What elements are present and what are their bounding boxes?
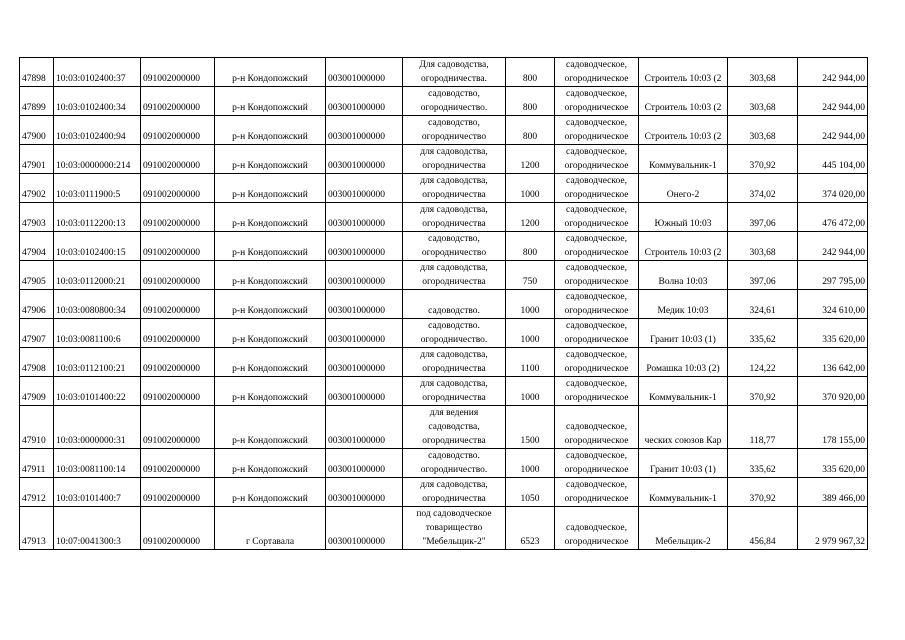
oktmo-code: 091002000000 <box>141 377 215 406</box>
land-category-line: огородническое <box>564 277 629 287</box>
permitted-use-line: огородничества <box>422 190 486 200</box>
table-row <box>20 377 868 406</box>
cadastral-value: 445 104,00 <box>798 145 868 174</box>
land-category-line: огородническое <box>564 393 629 403</box>
table-row <box>20 232 868 261</box>
permitted-use-line: под садоводческое <box>416 509 492 519</box>
land-category-line: огородническое <box>564 103 629 113</box>
snt-name: ческих союзов Кар <box>639 406 728 449</box>
permitted-use-line: садоводство. <box>428 321 480 331</box>
unit-price: 303,68 <box>728 116 798 145</box>
area-value: 1200 <box>506 145 555 174</box>
permitted-use <box>403 377 506 406</box>
snt-name: Мебельщик-2 <box>639 507 728 550</box>
snt-name: Волна 10:03 <box>639 261 728 290</box>
table-body <box>20 58 868 550</box>
permitted-use <box>403 174 506 203</box>
location: р-н Кондопожский <box>215 174 326 203</box>
row-number: 47901 <box>20 145 54 174</box>
permitted-use <box>403 145 506 174</box>
snt-name: Онего-2 <box>639 174 728 203</box>
permitted-use <box>403 58 506 87</box>
table-row <box>20 261 868 290</box>
unit-price: 303,68 <box>728 58 798 87</box>
unit-price: 335,62 <box>728 449 798 478</box>
table-row <box>20 145 868 174</box>
cadastral-value: 297 795,00 <box>798 261 868 290</box>
cadastral-value: 389 466,00 <box>798 478 868 507</box>
location: р-н Кондопожский <box>215 478 326 507</box>
land-category <box>555 145 639 174</box>
area-value: 1000 <box>506 319 555 348</box>
land-category-line: огородническое <box>564 335 629 345</box>
land-category-line: огородническое <box>564 364 629 374</box>
table-row <box>20 478 868 507</box>
area-value: 1200 <box>506 203 555 232</box>
land-category-line: садоводческое, <box>566 523 627 533</box>
category-code: 003001000000 <box>326 174 403 203</box>
area-value: 1000 <box>506 377 555 406</box>
snt-name: Строитель 10:03 (2 <box>639 116 728 145</box>
unit-price: 397,06 <box>728 203 798 232</box>
area-value: 800 <box>506 87 555 116</box>
land-category-line: огородническое <box>564 248 629 258</box>
location: р-н Кондопожский <box>215 58 326 87</box>
cadastral-number: 10:03:0000000:214 <box>54 145 141 174</box>
row-number: 47904 <box>20 232 54 261</box>
land-category-line: огородническое <box>564 436 629 446</box>
permitted-use-line: садоводство, <box>428 234 480 244</box>
unit-price: 370,92 <box>728 377 798 406</box>
unit-price: 397,06 <box>728 261 798 290</box>
cadastral-number: 10:03:0111900:5 <box>54 174 141 203</box>
table-row <box>20 449 868 478</box>
permitted-use-line: для садоводства, <box>420 350 488 360</box>
oktmo-code: 091002000000 <box>141 87 215 116</box>
land-category <box>555 319 639 348</box>
permitted-use <box>403 319 506 348</box>
snt-name: Ромашка 10:03 (2) <box>639 348 728 377</box>
permitted-use-line: огородничества. <box>421 74 487 84</box>
table-row <box>20 348 868 377</box>
land-category <box>555 232 639 261</box>
table-row <box>20 116 868 145</box>
land-category-line: огородническое <box>564 494 629 504</box>
land-category-line: садоводческое, <box>566 292 627 302</box>
land-category-line: садоводческое, <box>566 60 627 70</box>
snt-name: Строитель 10:03 (2 <box>639 232 728 261</box>
cadastral-number: 10:03:0112000:21 <box>54 261 141 290</box>
row-number: 47911 <box>20 449 54 478</box>
cadastral-value: 242 944,00 <box>798 58 868 87</box>
category-code: 003001000000 <box>326 406 403 449</box>
permitted-use-line: огородничества <box>422 277 486 287</box>
cadastral-number: 10:03:0000000:31 <box>54 406 141 449</box>
permitted-use-line: для садоводства, <box>420 205 488 215</box>
cadastral-number: 10:03:0101400:7 <box>54 478 141 507</box>
cadastral-number: 10:07:0041300:3 <box>54 507 141 550</box>
cadastral-value: 242 944,00 <box>798 116 868 145</box>
permitted-use-line: огородничество. <box>420 335 488 345</box>
unit-price: 303,68 <box>728 87 798 116</box>
permitted-use-line: огородничества <box>422 494 486 504</box>
permitted-use <box>403 507 506 550</box>
unit-price: 456,84 <box>728 507 798 550</box>
permitted-use-line: огородничества <box>422 393 486 403</box>
row-number: 47910 <box>20 406 54 449</box>
permitted-use-line: огородничество. <box>420 103 488 113</box>
location: р-н Кондопожский <box>215 232 326 261</box>
cadastral-value: 324 610,00 <box>798 290 868 319</box>
permitted-use <box>403 87 506 116</box>
land-category <box>555 261 639 290</box>
land-category <box>555 507 639 550</box>
cadastral-number: 10:03:0101400:22 <box>54 377 141 406</box>
cadastral-number: 10:03:0102400:34 <box>54 87 141 116</box>
snt-name: Строитель 10:03 (2 <box>639 58 728 87</box>
cadastral-value: 242 944,00 <box>798 87 868 116</box>
cadastral-value: 476 472,00 <box>798 203 868 232</box>
cadastral-number: 10:03:0081100:6 <box>54 319 141 348</box>
land-category-line: садоводческое, <box>566 234 627 244</box>
oktmo-code: 091002000000 <box>141 203 215 232</box>
cadastral-number: 10:03:0080800:34 <box>54 290 141 319</box>
permitted-use-line: огородничества <box>422 161 486 171</box>
table-row <box>20 507 868 550</box>
unit-price: 335,62 <box>728 319 798 348</box>
snt-name: Коммувальник-1 <box>639 478 728 507</box>
permitted-use-line: огородничество <box>421 248 487 258</box>
land-category-line: садоводческое, <box>566 451 627 461</box>
category-code: 003001000000 <box>326 507 403 550</box>
oktmo-code: 091002000000 <box>141 406 215 449</box>
land-category-line: садоводческое, <box>566 321 627 331</box>
location: р-н Кондопожский <box>215 145 326 174</box>
area-value: 800 <box>506 116 555 145</box>
location: р-н Кондопожский <box>215 449 326 478</box>
snt-name: Медик 10:03 <box>639 290 728 319</box>
category-code: 003001000000 <box>326 203 403 232</box>
permitted-use <box>403 232 506 261</box>
land-category <box>555 406 639 449</box>
oktmo-code: 091002000000 <box>141 290 215 319</box>
location: р-н Кондопожский <box>215 406 326 449</box>
row-number: 47905 <box>20 261 54 290</box>
permitted-use <box>403 406 506 449</box>
category-code: 003001000000 <box>326 261 403 290</box>
land-category-line: садоводческое, <box>566 89 627 99</box>
permitted-use-line: товарищество <box>425 523 483 533</box>
unit-price: 370,92 <box>728 145 798 174</box>
unit-price: 124,22 <box>728 348 798 377</box>
land-category-line: огородническое <box>564 190 629 200</box>
cadastral-value: 2 979 967,32 <box>798 507 868 550</box>
category-code: 003001000000 <box>326 449 403 478</box>
category-code: 003001000000 <box>326 377 403 406</box>
cadastral-register-table <box>19 57 868 550</box>
location: р-н Кондопожский <box>215 203 326 232</box>
land-category <box>555 478 639 507</box>
location: р-н Кондопожский <box>215 348 326 377</box>
category-code: 003001000000 <box>326 290 403 319</box>
permitted-use-line: огородничества <box>422 364 486 374</box>
oktmo-code: 091002000000 <box>141 145 215 174</box>
land-category-line: садоводческое, <box>566 480 627 490</box>
permitted-use <box>403 116 506 145</box>
land-category-line: садоводческое, <box>566 118 627 128</box>
land-category-line: садоводческое, <box>566 263 627 273</box>
permitted-use-line: огородничества <box>422 219 486 229</box>
location: р-н Кондопожский <box>215 377 326 406</box>
land-category <box>555 377 639 406</box>
cadastral-number: 10:03:0102400:94 <box>54 116 141 145</box>
land-category <box>555 116 639 145</box>
row-number: 47912 <box>20 478 54 507</box>
category-code: 003001000000 <box>326 232 403 261</box>
permitted-use-line: садоводство, <box>428 89 480 99</box>
row-number: 47903 <box>20 203 54 232</box>
snt-name: Гранит 10:03 (1) <box>639 319 728 348</box>
land-category-line: огородническое <box>564 161 629 171</box>
cadastral-number: 10:03:0102400:37 <box>54 58 141 87</box>
permitted-use-line: садоводство, <box>428 118 480 128</box>
oktmo-code: 091002000000 <box>141 449 215 478</box>
location: р-н Кондопожский <box>215 290 326 319</box>
permitted-use <box>403 478 506 507</box>
table-row <box>20 203 868 232</box>
permitted-use-line: для садоводства, <box>420 263 488 273</box>
cadastral-value: 370 920,00 <box>798 377 868 406</box>
permitted-use-line: для садоводства, <box>420 379 488 389</box>
land-category-line: садоводческое, <box>566 147 627 157</box>
permitted-use-line: для садоводства, <box>420 147 488 157</box>
permitted-use-line: садоводство. <box>428 306 480 316</box>
category-code: 003001000000 <box>326 58 403 87</box>
oktmo-code: 091002000000 <box>141 58 215 87</box>
oktmo-code: 091002000000 <box>141 348 215 377</box>
oktmo-code: 091002000000 <box>141 261 215 290</box>
permitted-use-line: Для садоводства, <box>419 60 489 70</box>
cadastral-value: 335 620,00 <box>798 449 868 478</box>
cadastral-value: 242 944,00 <box>798 232 868 261</box>
category-code: 003001000000 <box>326 87 403 116</box>
land-category <box>555 174 639 203</box>
area-value: 1000 <box>506 449 555 478</box>
category-code: 003001000000 <box>326 478 403 507</box>
oktmo-code: 091002000000 <box>141 319 215 348</box>
land-category-line: садоводческое, <box>566 350 627 360</box>
location: р-н Кондопожский <box>215 87 326 116</box>
permitted-use <box>403 449 506 478</box>
land-category-line: огородническое <box>564 465 629 475</box>
unit-price: 118,77 <box>728 406 798 449</box>
snt-name: Строитель 10:03 (2 <box>639 87 728 116</box>
area-value: 1500 <box>506 406 555 449</box>
area-value: 800 <box>506 232 555 261</box>
land-category-line: огородническое <box>564 219 629 229</box>
oktmo-code: 091002000000 <box>141 116 215 145</box>
unit-price: 370,92 <box>728 478 798 507</box>
land-category-line: огородническое <box>564 306 629 316</box>
row-number: 47900 <box>20 116 54 145</box>
cadastral-value: 178 155,00 <box>798 406 868 449</box>
cadastral-value: 136 642,00 <box>798 348 868 377</box>
table-row <box>20 58 868 87</box>
permitted-use-line: огородничества <box>422 436 486 446</box>
permitted-use-line: садоводство. <box>428 451 480 461</box>
cadastral-number: 10:03:0102400:15 <box>54 232 141 261</box>
row-number: 47907 <box>20 319 54 348</box>
category-code: 003001000000 <box>326 116 403 145</box>
row-number: 47899 <box>20 87 54 116</box>
area-value: 6523 <box>506 507 555 550</box>
land-category <box>555 87 639 116</box>
location: р-н Кондопожский <box>215 116 326 145</box>
permitted-use-line: садоводства, <box>428 422 480 432</box>
row-number: 47898 <box>20 58 54 87</box>
permitted-use-line: для садоводства, <box>420 480 488 490</box>
category-code: 003001000000 <box>326 145 403 174</box>
land-category-line: садоводческое, <box>566 379 627 389</box>
area-value: 1050 <box>506 478 555 507</box>
permitted-use-line: огородничество. <box>420 465 488 475</box>
land-category <box>555 203 639 232</box>
area-value: 1000 <box>506 174 555 203</box>
permitted-use <box>403 203 506 232</box>
location: р-н Кондопожский <box>215 261 326 290</box>
table-row <box>20 87 868 116</box>
land-category-line: огородническое <box>564 537 629 547</box>
area-value: 1000 <box>506 290 555 319</box>
row-number: 47909 <box>20 377 54 406</box>
unit-price: 324,61 <box>728 290 798 319</box>
cadastral-number: 10:03:0112200:13 <box>54 203 141 232</box>
snt-name: Гранит 10:03 (1) <box>639 449 728 478</box>
cadastral-value: 374 020,00 <box>798 174 868 203</box>
unit-price: 303,68 <box>728 232 798 261</box>
permitted-use <box>403 290 506 319</box>
category-code: 003001000000 <box>326 348 403 377</box>
land-category-line: садоводческое, <box>566 422 627 432</box>
area-value: 1100 <box>506 348 555 377</box>
row-number: 47908 <box>20 348 54 377</box>
land-category-line: огородническое <box>564 132 629 142</box>
cadastral-number: 10:03:0081100:14 <box>54 449 141 478</box>
land-category <box>555 290 639 319</box>
permitted-use-line: "Мебельщик-2" <box>422 537 486 547</box>
row-number: 47902 <box>20 174 54 203</box>
permitted-use-line: для садоводства, <box>420 176 488 186</box>
oktmo-code: 091002000000 <box>141 478 215 507</box>
row-number: 47913 <box>20 507 54 550</box>
unit-price: 374,02 <box>728 174 798 203</box>
row-number: 47906 <box>20 290 54 319</box>
land-category-line: огородническое <box>564 74 629 84</box>
cadastral-value: 335 620,00 <box>798 319 868 348</box>
oktmo-code: 091002000000 <box>141 232 215 261</box>
location: г Сортавала <box>215 507 326 550</box>
table-row <box>20 290 868 319</box>
oktmo-code: 091002000000 <box>141 174 215 203</box>
area-value: 800 <box>506 58 555 87</box>
permitted-use <box>403 348 506 377</box>
oktmo-code: 091002000000 <box>141 507 215 550</box>
land-category <box>555 449 639 478</box>
permitted-use-line: для ведения <box>429 408 479 418</box>
table-row <box>20 406 868 449</box>
snt-name: Коммувальник-1 <box>639 145 728 174</box>
table-row <box>20 174 868 203</box>
land-category <box>555 58 639 87</box>
category-code: 003001000000 <box>326 319 403 348</box>
location: р-н Кондопожский <box>215 319 326 348</box>
land-category-line: садоводческое, <box>566 205 627 215</box>
table-row <box>20 319 868 348</box>
permitted-use <box>403 261 506 290</box>
cadastral-number: 10:03:0112100:21 <box>54 348 141 377</box>
land-category <box>555 348 639 377</box>
snt-name: Коммувальник-1 <box>639 377 728 406</box>
permitted-use-line: огородничество <box>421 132 487 142</box>
area-value: 750 <box>506 261 555 290</box>
land-category-line: садоводческое, <box>566 176 627 186</box>
snt-name: Южный 10:03 <box>639 203 728 232</box>
